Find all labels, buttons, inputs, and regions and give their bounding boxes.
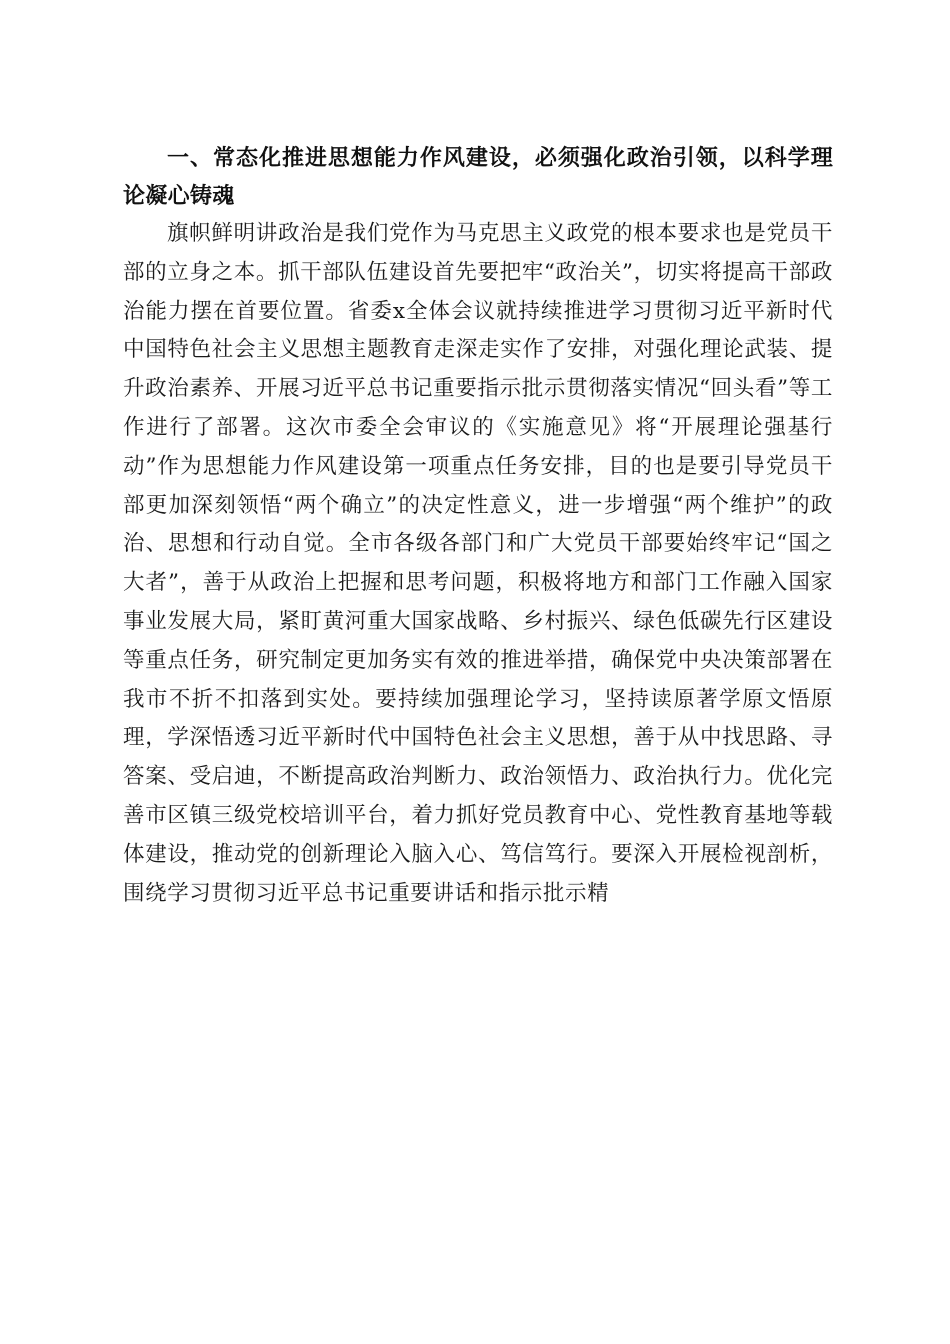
document-body [123,140,833,913]
section-heading: 一、常态化推进思想能力作风建设，必须强化政治引领，以科学理论凝心铸魂 [123,146,833,209]
body-paragraph: 旗帜鲜明讲政治是我们党作为马克思主义政党的根本要求也是党员干部的立身之本。抓干部队伍建设首先要把牢“政治关”，切实将提高干部政治能力摆在首要位置。省委x全体会议就持续推进学习贯彻习近平新时代中国特色社会主义思想主题教育走深走实作了安排，对强化理论武装、提升政治素养、开展习近平总书记重要指示批示贯彻落实情况“回头看”等工作进行了部署。这次市委全会审议的《实施意见》将“开展理论强基行动”作为思想能力作风建设第一项重点任务安排，目的也是要引导党员干部更加深刻领悟“两个确立”的决定性意义，进一步增强“两个维护”的政治、思想和行动自觉。全市各级各部门和广大党员干部要始终牢记“国之大者”，善于从政治上把握和思考问题，积极将地方和部门工作融入国家事业发展大局，紧盯黄河重大国家战略、乡村振兴、绿色低碳先行区建设等重点任务，研究制定更加务实有效的推进举措，确保党中央决策部署在我市不折不扣落到实处。要持续加强理论学习，坚持读原著学原文悟原理，学深悟透习近平新时代中国特色社会主义思想，善于从中找思路、寻答案、受启迪，不断提高政治判断力、政治领悟力、政治执行力。优化完善市区镇三级党校培训平台，着力抓好党员教育中心、党性教育基地等载体建设，推动党的创新理论入脑入心、笃信笃行。要深入开展检视剖析，围绕学习贯彻习近平总书记重要讲话和指示批示精 [123,221,833,906]
